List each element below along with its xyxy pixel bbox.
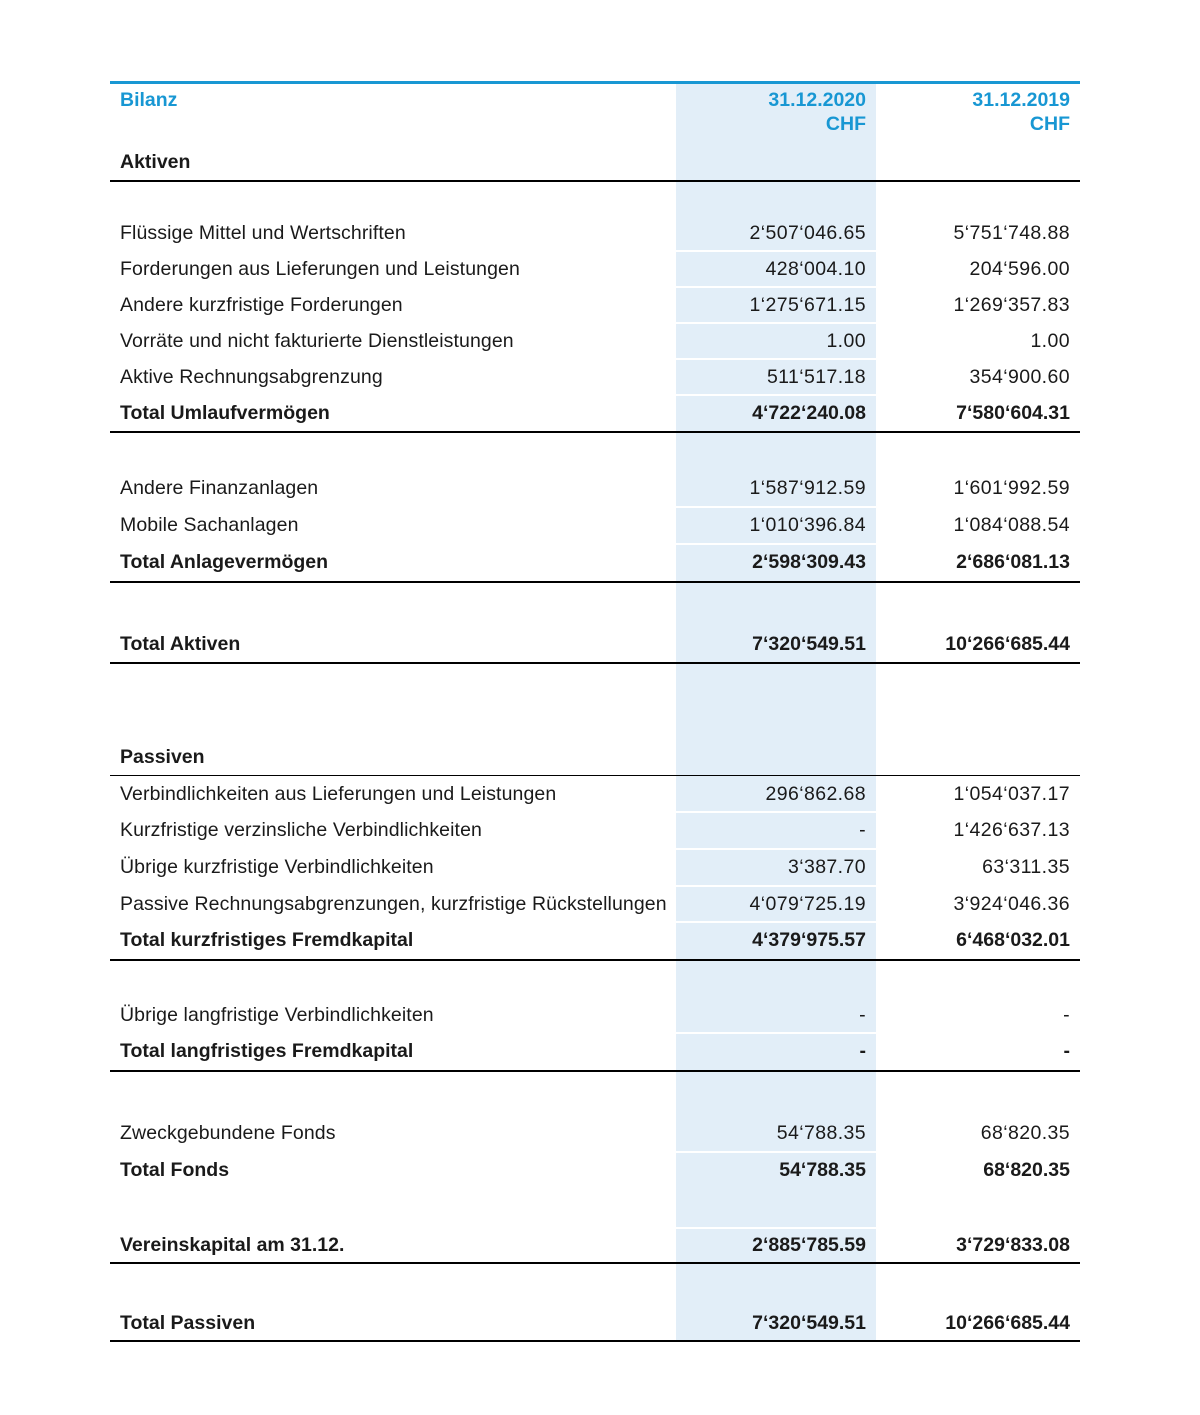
table-row: [110, 215, 1080, 251]
value-2020: 54‘788.35: [779, 1159, 866, 1181]
row-label: Total Anlagevermögen: [120, 551, 329, 573]
value-2019: -: [1063, 1040, 1070, 1062]
value-2019: 68‘820.35: [983, 1159, 1070, 1181]
date-2020: 31.12.2020: [768, 89, 866, 111]
value-2019: 3‘729‘833.08: [956, 1234, 1070, 1256]
row-label: Kurzfristige verzinsliche Verbindlichkeiten: [120, 819, 482, 841]
value-2020: -: [859, 1040, 866, 1062]
grand-total-row: [110, 626, 1080, 662]
row-label: Total Fonds: [120, 1159, 230, 1181]
value-2019: 1‘426‘637.13: [953, 819, 1070, 841]
row-label: Total Umlaufvermögen: [120, 402, 330, 424]
row-label: Total Aktiven: [120, 633, 241, 655]
section-heading-passiven: Passiven: [120, 746, 205, 768]
total-row: [110, 1227, 1080, 1263]
table-row: [110, 886, 1080, 922]
row-label: Andere Finanzanlagen: [120, 477, 319, 499]
value-2020: 54‘788.35: [776, 1122, 866, 1144]
row-label: Verbindlichkeiten aus Lieferungen und Leistungen: [120, 783, 557, 805]
value-2020: -: [859, 819, 866, 841]
row-label: Flüssige Mittel und Wertschriften: [120, 222, 406, 244]
value-2020: 4‘379‘975.57: [752, 929, 866, 951]
table-row: [110, 470, 1080, 506]
row-label: Forderungen aus Lieferungen und Leistungen: [120, 258, 520, 280]
rule: [110, 581, 1080, 583]
total-row: [110, 1152, 1080, 1188]
total-row: [110, 395, 1080, 431]
total-row: [110, 1033, 1080, 1069]
column-header-2019: [876, 88, 1070, 136]
value-2019: 10‘266‘685.44: [945, 633, 1070, 655]
row-label: Übrige langfristige Verbindlichkeiten: [120, 1004, 434, 1026]
value-2020: 511‘517.18: [766, 366, 866, 388]
value-2019: 7‘580‘604.31: [956, 402, 1070, 424]
currency-2019: CHF: [1029, 113, 1070, 135]
value-2020: 2‘507‘046.65: [749, 222, 866, 244]
row-label: Übrige kurzfristige Verbindlichkeiten: [120, 856, 434, 878]
value-2019: 1‘084‘088.54: [953, 514, 1070, 536]
value-2019: 354‘900.60: [969, 366, 1070, 388]
value-2019: 6‘468‘032.01: [956, 929, 1070, 951]
value-2019: 1.00: [1030, 330, 1070, 352]
row-label: Total Passiven: [120, 1312, 256, 1334]
value-2019: 2‘686‘081.13: [956, 551, 1070, 573]
value-2019: 5‘751‘748.88: [953, 222, 1070, 244]
value-2019: 10‘266‘685.44: [945, 1312, 1070, 1334]
row-label: Vereinskapital am 31.12.: [120, 1234, 345, 1256]
table-row: [110, 849, 1080, 885]
value-2019: 1‘054‘037.17: [953, 783, 1070, 805]
table-row: [110, 997, 1080, 1033]
value-2020: 2‘598‘309.43: [752, 551, 866, 573]
value-2020: 7‘320‘549.51: [752, 1312, 866, 1334]
section-heading-aktiven: Aktiven: [120, 151, 191, 173]
table-row: [110, 507, 1080, 543]
row-label: Zweckgebundene Fonds: [120, 1122, 336, 1144]
row-label: Aktive Rechnungsabgrenzung: [120, 366, 383, 388]
value-2019: 68‘820.35: [980, 1122, 1070, 1144]
value-2020: 4‘079‘725.19: [749, 893, 866, 915]
value-2020: 4‘722‘240.08: [752, 402, 866, 424]
header-top-rule: [110, 81, 1080, 84]
rule: [110, 431, 1080, 433]
value-2019: 1‘269‘357.83: [953, 294, 1070, 316]
value-2020: 7‘320‘549.51: [752, 633, 866, 655]
rule: [110, 959, 1080, 961]
value-2020: 3‘387.70: [787, 856, 866, 878]
value-2019: 63‘311.35: [982, 856, 1070, 878]
table-row: [110, 776, 1080, 812]
value-2019: -: [1063, 1004, 1070, 1026]
value-2019: 1‘601‘992.59: [953, 477, 1070, 499]
row-label: Mobile Sachanlagen: [120, 514, 299, 536]
table-row: [110, 359, 1080, 395]
value-2020: 1‘010‘396.84: [749, 514, 866, 536]
value-2020: -: [859, 1004, 866, 1026]
rule: [110, 1070, 1080, 1072]
total-row: [110, 922, 1080, 958]
value-2020: 428‘004.10: [765, 258, 866, 280]
value-2020: 2‘885‘785.59: [752, 1234, 866, 1256]
rule: [110, 180, 1080, 182]
grand-total-row: [110, 1305, 1080, 1341]
row-label: Passive Rechnungsabgrenzungen, kurzfristige Rückstellungen: [120, 893, 667, 915]
value-2020: 1‘587‘912.59: [749, 477, 866, 499]
currency-2020: CHF: [825, 113, 866, 135]
total-row: [110, 544, 1080, 580]
column-header-2020: [676, 88, 866, 136]
value-2020: 1.00: [826, 330, 866, 352]
value-2019: 204‘596.00: [969, 258, 1070, 280]
value-2020: 296‘862.68: [765, 783, 866, 805]
table-row: [110, 251, 1080, 287]
rule: [110, 662, 1080, 664]
table-row: [110, 323, 1080, 359]
table-title: Bilanz: [120, 89, 178, 111]
row-label: Vorräte und nicht fakturierte Dienstleistungen: [120, 330, 514, 352]
row-label: Total kurzfristiges Fremdkapital: [120, 929, 414, 951]
table-row: [110, 1115, 1080, 1151]
value-2020: 1‘275‘671.15: [749, 294, 866, 316]
date-2019: 31.12.2019: [972, 89, 1070, 111]
value-2019: 3‘924‘046.36: [953, 893, 1070, 915]
table-row: [110, 812, 1080, 848]
row-label: Total langfristiges Fremdkapital: [120, 1040, 414, 1062]
row-label: Andere kurzfristige Forderungen: [120, 294, 403, 316]
table-row: [110, 287, 1080, 323]
